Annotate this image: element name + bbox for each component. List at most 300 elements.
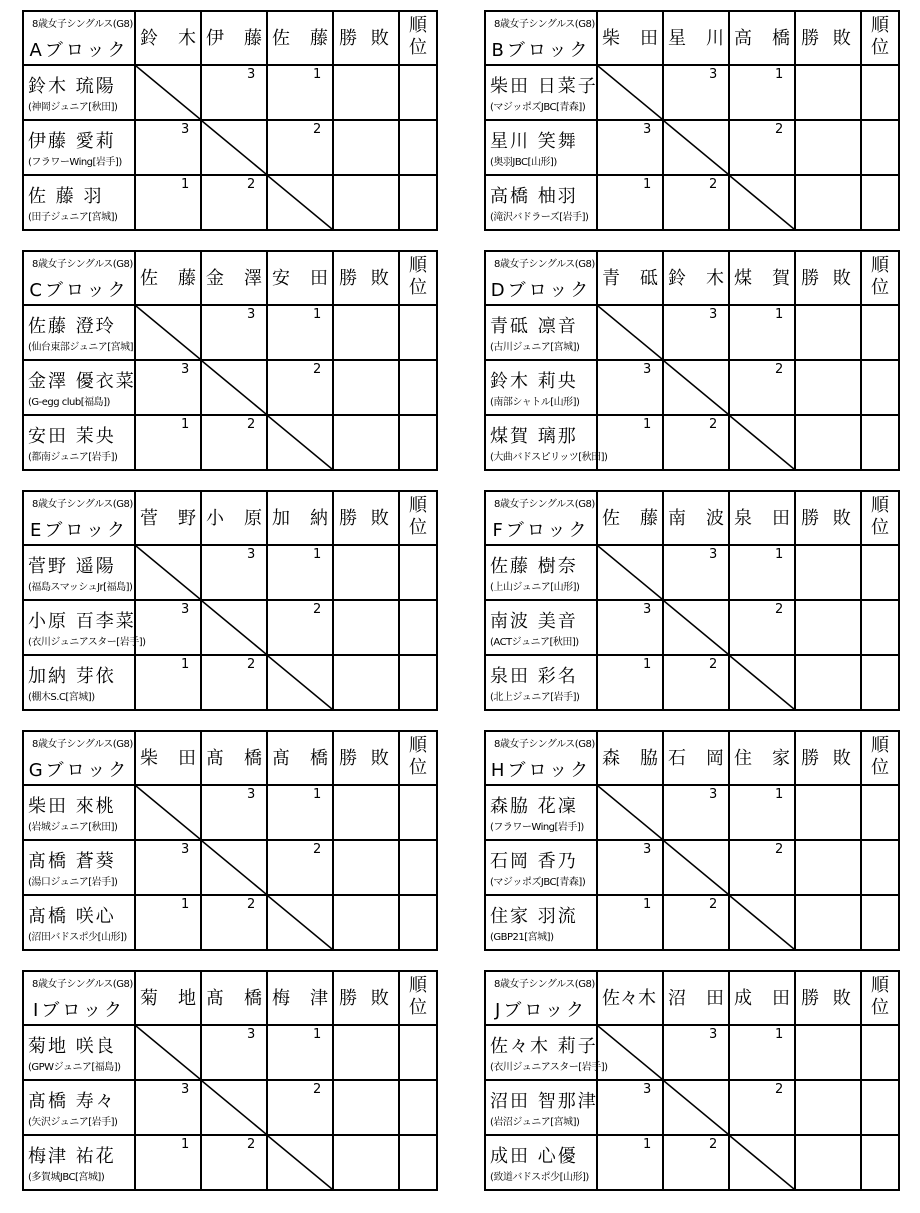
- player-name: 菅野 遥陽: [28, 556, 116, 577]
- player-name: 住家 羽流: [490, 906, 578, 927]
- block-label: Dブロック: [490, 280, 592, 301]
- win-loss-cell: [795, 895, 861, 950]
- opponent-surname-1: 南: [668, 508, 686, 529]
- category-label: 8歳女子シングルス(G8): [494, 979, 595, 990]
- diagonal-cell: [267, 175, 333, 230]
- opponent-surname-2: 田: [310, 268, 328, 289]
- score-cell: [597, 175, 663, 230]
- opponent-surname-1: 髙: [206, 988, 224, 1009]
- rank-cell: [399, 175, 437, 230]
- score-value: 1: [181, 417, 190, 432]
- win-loss-cell: [795, 1080, 861, 1135]
- opponent-surname-1: 鈴: [668, 268, 686, 289]
- win-loss-cell: [333, 360, 399, 415]
- win-loss-cell: [333, 895, 399, 950]
- player-cell: [485, 175, 597, 230]
- league-table: [484, 730, 900, 951]
- player-team: (フラワーWing[岩手]): [490, 822, 584, 833]
- block-title-cell: [23, 731, 135, 785]
- win-loss-header: [795, 11, 861, 65]
- rank-label-1: 順: [409, 735, 427, 756]
- score-cell: [597, 840, 663, 895]
- win-loss-cell: [795, 65, 861, 120]
- opponent-header: [135, 491, 201, 545]
- opponent-header: [663, 731, 729, 785]
- player-team: (マジッポズJBC[青森]): [490, 102, 586, 113]
- score-cell: [597, 600, 663, 655]
- diagonal-slash: [136, 66, 200, 119]
- opponent-surname-1: 柴: [140, 748, 158, 769]
- player-cell: [485, 600, 597, 655]
- score-value: 1: [181, 1137, 190, 1152]
- rank-label-2: 位: [871, 37, 889, 58]
- diagonal-cell: [597, 305, 663, 360]
- opponent-surname-2: 原: [244, 508, 262, 529]
- table-row: [23, 1080, 437, 1135]
- player-cell: [23, 1025, 135, 1080]
- diagonal-cell: [597, 65, 663, 120]
- table-row: [485, 1025, 899, 1080]
- score-cell: [135, 175, 201, 230]
- table-row: [485, 1080, 899, 1135]
- win-loss-cell: [795, 785, 861, 840]
- player-name: 佐々木 莉子: [490, 1036, 598, 1057]
- opponent-header: [135, 971, 201, 1025]
- score-cell: [663, 65, 729, 120]
- player-name: 石岡 香乃: [490, 851, 578, 872]
- rank-cell: [399, 895, 437, 950]
- opponent-header: [267, 731, 333, 785]
- score-value: 1: [313, 307, 322, 322]
- block-table: [484, 10, 900, 231]
- score-value: 1: [313, 547, 322, 562]
- score-cell: [201, 655, 267, 710]
- block-title-cell: [23, 251, 135, 305]
- score-cell: [267, 840, 333, 895]
- opponent-surname-2: 藤: [310, 28, 328, 49]
- player-team: (福島スマッシュJr[福島]): [28, 582, 133, 593]
- win-loss-header: [795, 731, 861, 785]
- opponent-surname-2: 橋: [772, 28, 790, 49]
- player-team: (矢沢ジュニア[岩手]): [28, 1117, 118, 1128]
- score-cell: [135, 840, 201, 895]
- table-row: [485, 305, 899, 360]
- score-cell: [729, 65, 795, 120]
- score-cell: [201, 1025, 267, 1080]
- opponent-header: [597, 731, 663, 785]
- score-value: 2: [709, 177, 718, 192]
- rank-header: [399, 491, 437, 545]
- rank-cell: [399, 1135, 437, 1190]
- diagonal-cell: [201, 360, 267, 415]
- score-value: 2: [709, 657, 718, 672]
- rank-header: [399, 11, 437, 65]
- score-value: 1: [181, 177, 190, 192]
- player-team: (岩城ジュニア[秋田]): [28, 822, 118, 833]
- block-title-cell: [485, 491, 597, 545]
- diagonal-cell: [267, 655, 333, 710]
- rank-cell: [861, 840, 899, 895]
- opponent-surname-2: 野: [178, 508, 196, 529]
- table-row: [485, 175, 899, 230]
- opponent-header: [267, 11, 333, 65]
- player-cell: [485, 1025, 608, 1080]
- category-label: 8歳女子シングルス(G8): [494, 259, 595, 270]
- player-cell: [23, 415, 135, 470]
- opponent-surname-2: 家: [772, 748, 790, 769]
- win-loss-label: 勝 敗: [801, 268, 855, 289]
- rank-cell: [399, 545, 437, 600]
- player-team: (多賀城JBC[宮城]): [28, 1172, 105, 1183]
- diagonal-slash: [664, 1081, 728, 1134]
- table-row: [23, 840, 437, 895]
- diagonal-cell: [663, 360, 729, 415]
- rank-label-2: 位: [409, 37, 427, 58]
- player-cell: [23, 545, 135, 600]
- diagonal-cell: [729, 415, 795, 470]
- opponent-surname-2: 田: [178, 748, 196, 769]
- opponent-surname-1: 星: [668, 28, 686, 49]
- win-loss-cell: [795, 415, 861, 470]
- win-loss-cell: [795, 840, 861, 895]
- opponent-surname-1: 住: [734, 748, 752, 769]
- category-label: 8歳女子シングルス(G8): [32, 979, 133, 990]
- rank-label-1: 順: [871, 255, 889, 276]
- opponent-surname-2: 澤: [244, 268, 262, 289]
- score-value: 3: [643, 602, 652, 617]
- rank-cell: [861, 895, 899, 950]
- player-team: (岩沼ジュニア[宮城]): [490, 1117, 580, 1128]
- score-value: 1: [313, 1027, 322, 1042]
- player-cell: [23, 1135, 135, 1190]
- rank-cell: [399, 415, 437, 470]
- league-table: [22, 250, 438, 471]
- block-title-cell: [485, 251, 597, 305]
- player-team: (仙台東部ジュニア[宮城]): [28, 342, 137, 353]
- score-value: 3: [643, 362, 652, 377]
- rank-label-1: 順: [409, 495, 427, 516]
- score-cell: [663, 655, 729, 710]
- block-label: Cブロック: [29, 280, 129, 301]
- win-loss-label: 勝 敗: [339, 508, 393, 529]
- opponent-surname-2: 藤: [640, 508, 658, 529]
- player-name: 安田 茉央: [28, 426, 116, 447]
- player-team: (南部シャトル[山形]): [490, 397, 580, 408]
- rank-cell: [399, 120, 437, 175]
- player-team: (ACTジュニア[秋田]): [490, 637, 579, 648]
- block-label: Aブロック: [29, 40, 129, 61]
- win-loss-header: [333, 491, 399, 545]
- score-cell: [663, 785, 729, 840]
- score-value: 1: [643, 1137, 652, 1152]
- rank-cell: [861, 65, 899, 120]
- diagonal-slash: [664, 121, 728, 174]
- rank-header: [861, 11, 899, 65]
- opponent-surname-2: 賀: [772, 268, 790, 289]
- league-table: [22, 730, 438, 951]
- opponent-surname-2: 田: [640, 28, 658, 49]
- rank-label-1: 順: [409, 15, 427, 36]
- block-title-cell: [23, 11, 135, 65]
- table-row: [23, 1025, 437, 1080]
- block-title-cell: [485, 731, 597, 785]
- player-team: (G-egg club[福島]): [28, 397, 110, 408]
- score-cell: [201, 415, 267, 470]
- score-value: 2: [775, 362, 784, 377]
- rank-cell: [399, 785, 437, 840]
- opponent-header: [135, 731, 201, 785]
- score-value: 3: [709, 307, 718, 322]
- table-row: [485, 415, 899, 470]
- score-cell: [729, 305, 795, 360]
- diagonal-cell: [267, 1135, 333, 1190]
- block-table: [22, 250, 438, 471]
- score-value: 3: [643, 122, 652, 137]
- player-cell: [23, 305, 135, 360]
- score-cell: [663, 175, 729, 230]
- score-cell: [135, 360, 201, 415]
- player-name: 佐 藤 羽: [28, 186, 104, 207]
- score-value: 1: [643, 417, 652, 432]
- rank-header: [861, 251, 899, 305]
- score-cell: [135, 655, 201, 710]
- table-row: [23, 545, 437, 600]
- diagonal-slash: [730, 416, 794, 469]
- table-row: [485, 360, 899, 415]
- win-loss-cell: [333, 785, 399, 840]
- player-name: 佐藤 樹奈: [490, 556, 578, 577]
- table-row: [23, 785, 437, 840]
- player-cell: [485, 415, 608, 470]
- block-label: Hブロック: [490, 760, 592, 781]
- player-name: 金澤 優衣菜: [28, 371, 136, 392]
- score-cell: [135, 120, 201, 175]
- rank-label-2: 位: [871, 757, 889, 778]
- table-row: [485, 840, 899, 895]
- win-loss-cell: [795, 1025, 861, 1080]
- player-cell: [23, 360, 135, 415]
- rank-cell: [861, 785, 899, 840]
- player-cell: [485, 785, 597, 840]
- rank-cell: [861, 1025, 899, 1080]
- score-cell: [663, 545, 729, 600]
- win-loss-cell: [795, 600, 861, 655]
- table-row: [485, 655, 899, 710]
- score-value: 1: [181, 897, 190, 912]
- diagonal-slash: [268, 656, 332, 709]
- win-loss-cell: [333, 1135, 399, 1190]
- score-cell: [267, 600, 333, 655]
- player-team: (棚木S.C[宮城]): [28, 692, 95, 703]
- table-row: [485, 895, 899, 950]
- win-loss-label: 勝 敗: [801, 748, 855, 769]
- opponent-header: [135, 251, 201, 305]
- block-table: [484, 250, 900, 471]
- player-name: 星川 笑舞: [490, 131, 578, 152]
- score-cell: [729, 785, 795, 840]
- diagonal-slash: [598, 546, 662, 599]
- rank-header: [861, 971, 899, 1025]
- block-table: [22, 10, 438, 231]
- diagonal-slash: [268, 1136, 332, 1189]
- opponent-surname-2: 地: [178, 988, 196, 1009]
- opponent-surname-1: 佐: [140, 268, 158, 289]
- rank-cell: [861, 175, 899, 230]
- opponent-header: [267, 971, 333, 1025]
- diagonal-slash: [598, 786, 662, 839]
- win-loss-cell: [333, 655, 399, 710]
- player-team: (湯口ジュニア[岩手]): [28, 877, 118, 888]
- diagonal-cell: [135, 545, 201, 600]
- score-cell: [135, 1080, 201, 1135]
- opponent-surname-2: 藤: [244, 28, 262, 49]
- score-value: 1: [775, 1027, 784, 1042]
- score-cell: [597, 120, 663, 175]
- opponent-surname-1: 小: [206, 508, 224, 529]
- score-value: 3: [181, 362, 190, 377]
- opponent-surname-1: 菊: [140, 988, 158, 1009]
- diagonal-slash: [136, 546, 200, 599]
- score-value: 1: [181, 657, 190, 672]
- opponent-surname-1: 沼: [668, 988, 686, 1009]
- score-value: 3: [709, 67, 718, 82]
- rank-label-2: 位: [409, 997, 427, 1018]
- opponent-surname-2: 田: [772, 988, 790, 1009]
- player-cell: [23, 895, 135, 950]
- rank-label-2: 位: [409, 757, 427, 778]
- category-label: 8歳女子シングルス(G8): [32, 739, 133, 750]
- score-value: 2: [709, 897, 718, 912]
- diagonal-cell: [729, 175, 795, 230]
- player-team: (田子ジュニア[宮城]): [28, 212, 118, 223]
- diagonal-cell: [135, 1025, 201, 1080]
- score-cell: [201, 785, 267, 840]
- player-cell: [23, 840, 135, 895]
- rank-label-1: 順: [871, 15, 889, 36]
- win-loss-cell: [333, 175, 399, 230]
- rank-label-2: 位: [871, 277, 889, 298]
- opponent-header: [729, 11, 795, 65]
- win-loss-header: [333, 11, 399, 65]
- player-cell: [23, 175, 135, 230]
- diagonal-slash: [202, 1081, 266, 1134]
- score-value: 1: [643, 177, 652, 192]
- win-loss-header: [333, 251, 399, 305]
- score-value: 3: [709, 787, 718, 802]
- rank-cell: [861, 1135, 899, 1190]
- opponent-surname-1: 髙: [206, 748, 224, 769]
- opponent-header: [135, 11, 201, 65]
- score-value: 3: [247, 67, 256, 82]
- diagonal-cell: [663, 600, 729, 655]
- win-loss-label: 勝 敗: [339, 268, 393, 289]
- win-loss-label: 勝 敗: [339, 748, 393, 769]
- win-loss-label: 勝 敗: [801, 988, 855, 1009]
- score-value: 3: [709, 547, 718, 562]
- player-cell: [23, 785, 135, 840]
- score-cell: [729, 1025, 795, 1080]
- score-cell: [201, 1135, 267, 1190]
- diagonal-slash: [730, 1136, 794, 1189]
- win-loss-cell: [795, 120, 861, 175]
- diagonal-cell: [135, 785, 201, 840]
- block-table: [484, 970, 900, 1191]
- player-team: (大曲バドスピリッツ[秋田]): [490, 452, 608, 463]
- win-loss-cell: [333, 1025, 399, 1080]
- category-label: 8歳女子シングルス(G8): [32, 19, 133, 30]
- opponent-surname-1: 佐: [602, 508, 620, 529]
- player-cell: [485, 1135, 597, 1190]
- player-team: (神岡ジュニア[秋田]): [28, 102, 118, 113]
- score-value: 1: [775, 547, 784, 562]
- score-value: 3: [181, 1082, 190, 1097]
- block-table: [484, 490, 900, 711]
- opponent-surname-2: 川: [706, 28, 724, 49]
- score-cell: [729, 1080, 795, 1135]
- opponent-header: [597, 971, 663, 1025]
- category-label: 8歳女子シングルス(G8): [32, 259, 133, 270]
- table-row: [485, 785, 899, 840]
- opponent-surname-1: 佐々木: [602, 988, 656, 1009]
- win-loss-cell: [333, 65, 399, 120]
- block-title-cell: [485, 11, 597, 65]
- opponent-header: [201, 251, 267, 305]
- rank-label-1: 順: [871, 495, 889, 516]
- block-title-cell: [23, 491, 135, 545]
- score-value: 2: [313, 602, 322, 617]
- player-name: 森脇 花凜: [490, 796, 578, 817]
- opponent-header: [597, 491, 663, 545]
- score-cell: [663, 415, 729, 470]
- score-cell: [729, 600, 795, 655]
- score-cell: [201, 895, 267, 950]
- diagonal-slash: [268, 416, 332, 469]
- player-team: (滝沢バドラーズ[岩手]): [490, 212, 589, 223]
- score-cell: [597, 895, 663, 950]
- player-name: 佐藤 澄玲: [28, 316, 116, 337]
- opponent-surname-1: 柴: [602, 28, 620, 49]
- table-row: [23, 360, 437, 415]
- opponent-header: [597, 11, 663, 65]
- rank-cell: [861, 120, 899, 175]
- score-cell: [267, 360, 333, 415]
- player-cell: [485, 305, 597, 360]
- rank-label-2: 位: [409, 517, 427, 538]
- win-loss-cell: [333, 545, 399, 600]
- block-table: [22, 730, 438, 951]
- score-cell: [663, 895, 729, 950]
- win-loss-cell: [795, 360, 861, 415]
- score-value: 3: [643, 1082, 652, 1097]
- rank-cell: [861, 360, 899, 415]
- player-team: (古川ジュニア[宮城]): [490, 342, 580, 353]
- score-cell: [663, 1025, 729, 1080]
- opponent-surname-1: 泉: [734, 508, 752, 529]
- table-row: [485, 545, 899, 600]
- player-name: 柴田 日菜子: [490, 76, 598, 97]
- player-team: (衣川ジュニアスター[岩手]): [28, 637, 146, 648]
- score-value: 3: [181, 122, 190, 137]
- opponent-surname-2: 橋: [310, 748, 328, 769]
- score-value: 2: [775, 602, 784, 617]
- player-cell: [23, 600, 146, 655]
- rank-header: [861, 731, 899, 785]
- category-label: 8歳女子シングルス(G8): [494, 739, 595, 750]
- player-cell: [485, 1080, 597, 1135]
- diagonal-slash: [202, 361, 266, 414]
- player-name: 梅津 祐花: [28, 1146, 116, 1167]
- score-cell: [267, 785, 333, 840]
